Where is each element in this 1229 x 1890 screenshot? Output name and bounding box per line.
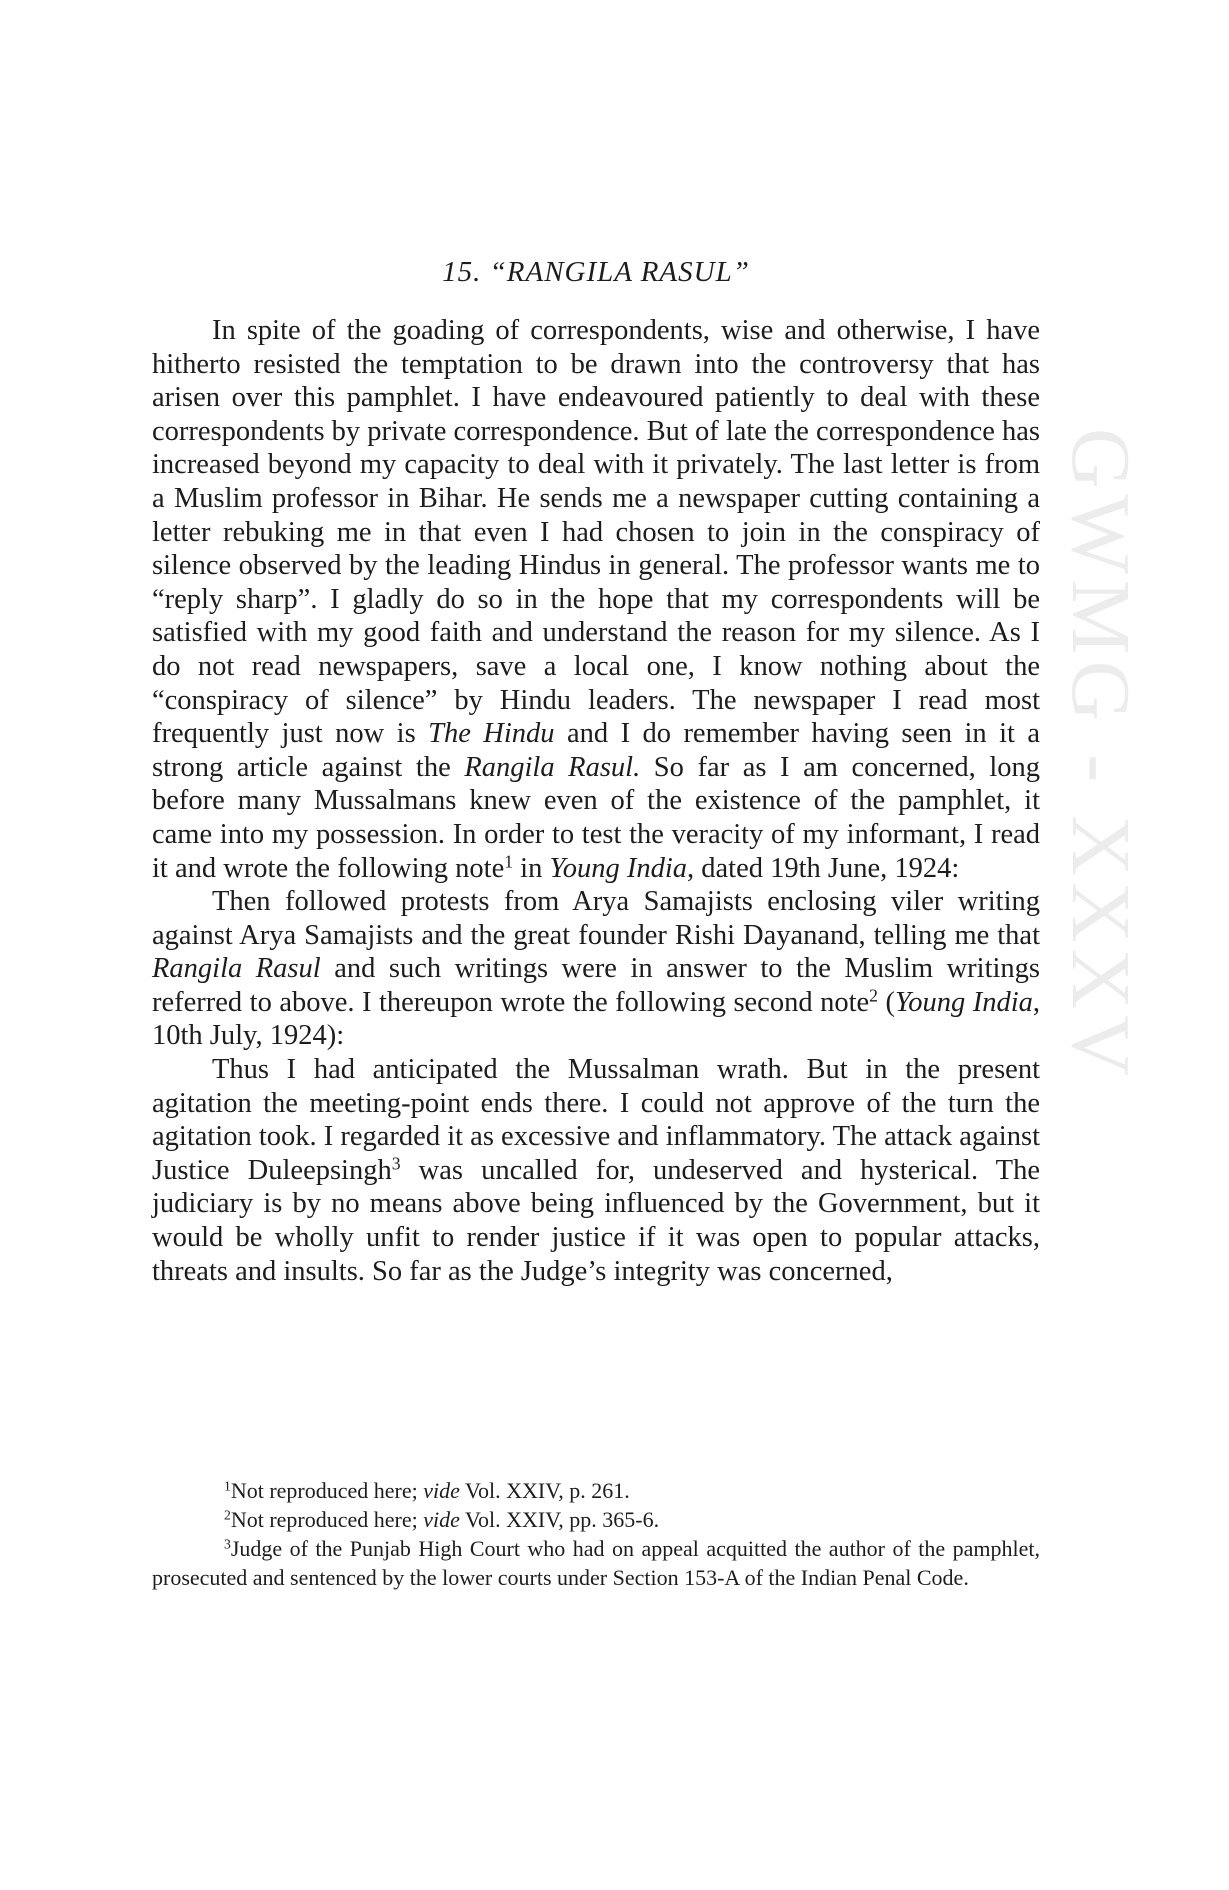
footnote-ref-2: 2: [869, 985, 878, 1006]
paragraph-3: Thus I had anticipated the Mussalman wrath. But in the present agitation the meeting-point ends there. I could not approve of the turn the agitation took. I regarded it as excessive and inflammatory. The attack against Justice Duleepsingh$^3$ was uncalled for, undeserved and hysterical. The judiciary is by no means above being influenced by the Government, but it would be wholly unfit to render justice if it was open to popular attacks, threats and insults. So far as the Judge’s integrity was concerned,: [152, 1054, 1040, 1287]
collection-watermark: GWMG - XXXV: [1054, 428, 1147, 1082]
footnote-2: $^2$Not reproduced here; vide Vol. XXIV, pp. 365-6.: [224, 1507, 660, 1532]
article-body: [152, 314, 1040, 1288]
pamphlet-title: Rangila Rasul.: [464, 751, 641, 783]
article-title: 15. “RANGILA RASUL”: [442, 256, 750, 288]
paragraph-2: Then followed protests from Arya Samajists enclosing viler writing against Arya Samajists and the great founder Rishi Dayanand, telling me that Rangila Rasul and such writings were in answer to the Muslim writings referred to above. I thereupon wrote the following second note$^2$ (Young India, 10th July, 1924):: [152, 886, 1040, 1052]
journal-title: Young India: [894, 986, 1033, 1018]
footnote-ref-3: 3: [391, 1153, 401, 1174]
journal-title: Young India: [549, 852, 687, 884]
paragraph-1: In spite of the goading of correspondents, wise and otherwise, I have hitherto resisted the temptation to be drawn into the controversy that has arisen over this pamphlet. I have endeavoured patiently to deal with these correspondents by private correspondence. But of late the correspondence has increased beyond my capacity to deal with it privately. The last letter is from a Muslim professor in Bihar. He sends me a newspaper cutting containing a letter rebuking me in that even I had chosen to join in the conspiracy of silence observed by the leading Hindus in general. The professor wants me to “reply sharp”. I gladly do so in the hope that my correspondents will be satisfied with my good faith and understand the reason for my silence. As I do not read newspapers, save a local one, I know nothing about the “conspiracy of silence” by Hindu leaders. The newspaper I read most frequently just now is The Hindu and I do remember having seen in it a strong article against the Rangila Rasul. So far as I am concerned, long before many Mussalmans knew even of the existence of the pamphlet, it came into my possession. In order to test the veracity of my informant, I read it and wrote the following note$^1$ in Young India, dated 19th June, 1924:: [152, 315, 1040, 884]
footnote-ref-1: 1: [504, 850, 514, 871]
footnote-3: $^3$Judge of the Punjab High Court who had on appeal acquitted the author of the pamphlet, prosecuted and sentenced by the lower courts under Section 153-A of the Indian Penal Code.: [152, 1536, 1040, 1590]
newspaper-title: The Hindu: [428, 718, 555, 750]
pamphlet-title: Rangila Rasul: [152, 953, 321, 985]
footnote-1: $^1$Not reproduced here; vide Vol. XXIV, p. 261.: [224, 1478, 630, 1503]
footnotes: [152, 1476, 1040, 1592]
